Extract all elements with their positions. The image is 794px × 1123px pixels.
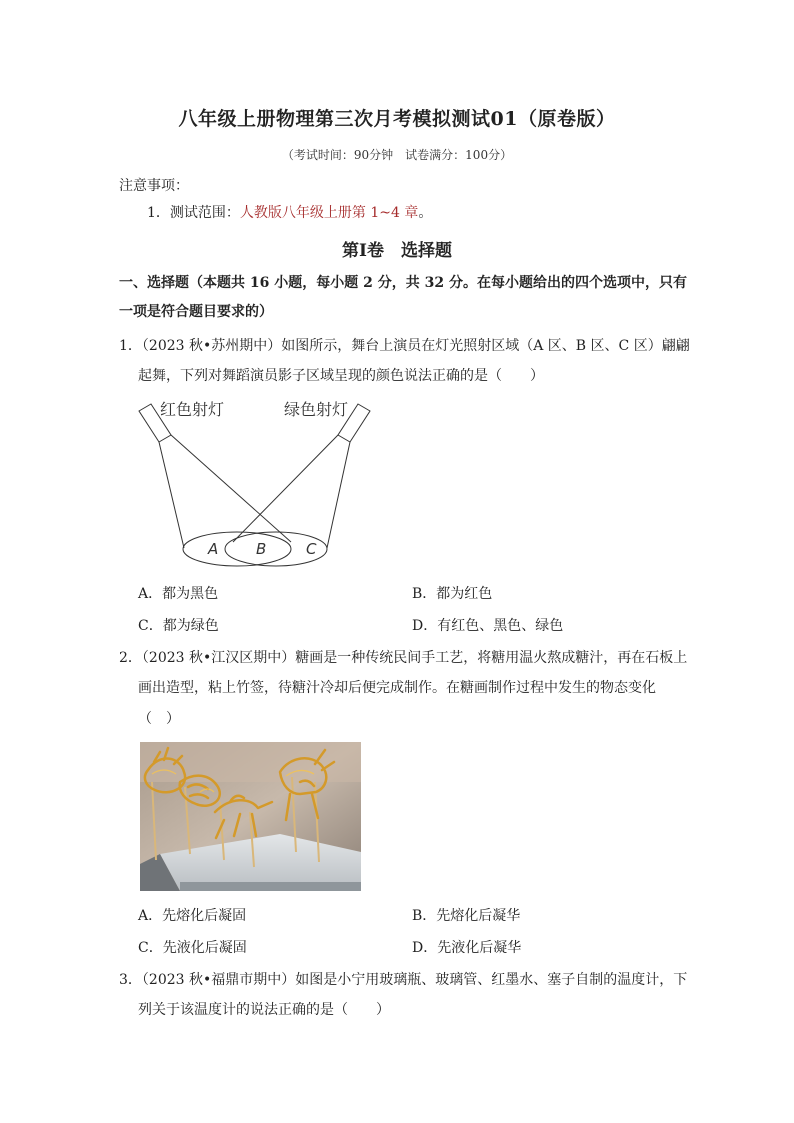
part1-instructions-line2: 一项是符合题目要求的） — [119, 304, 273, 320]
notice-item-1-suffix: 。 — [418, 205, 433, 221]
notice-item-1-range: 人教版八年级上册第 1~4 章 — [239, 205, 419, 221]
q1-option-a: A．都为黑色 — [138, 586, 219, 602]
q2-stem-line1: 2．（2023 秋•江汉区期中）糖画是一种传统民间手工艺，将糖用温火熬成糖汁，再在石板上 — [119, 650, 688, 666]
zone-c-label: C — [306, 540, 317, 558]
q2-stem-line3: （ ） — [138, 711, 180, 727]
q1-option-d: D．有红色、黑色、绿色 — [412, 618, 564, 634]
notice-item-1 — [147, 203, 432, 223]
exam-subtitle: （考试时间：90分钟 试卷满分：100分） — [281, 148, 513, 162]
notice-heading: 注意事项： — [119, 178, 189, 194]
q2-option-d: D．先液化后凝华 — [412, 940, 522, 956]
page-title: 八年级上册物理第三次月考模拟测试01（原卷版） — [178, 108, 616, 130]
q2-option-b: B．先熔化后凝华 — [412, 908, 521, 924]
right-lamp-label: 绿色射灯 — [284, 400, 349, 419]
q3-stem-line2: 列关于该温度计的说法正确的是（ ） — [138, 1002, 390, 1018]
left-lamp-label: 红色射灯 — [160, 400, 225, 419]
zone-a-label: A — [208, 540, 219, 558]
q1-stem-line2: 起舞，下列对舞蹈演员影子区域呈现的颜色说法正确的是（ ） — [138, 368, 544, 384]
zone-b-label: B — [256, 540, 267, 558]
q2-stem-line2: 画出造型，粘上竹签，待糖汁冷却后便完成制作。在糖画制作过程中发生的物态变化 — [138, 680, 656, 696]
q2-option-a: A．先熔化后凝固 — [138, 908, 247, 924]
q1-option-b: B．都为红色 — [412, 586, 493, 602]
part1-instructions-line1: 一、选择题（本题共 16 小题，每小题 2 分，共 32 分。在每小题给出的四个选项中，只有 — [119, 275, 687, 291]
q2-option-c: C．先液化后凝固 — [138, 940, 247, 956]
q3-stem-line1: 3．（2023 秋•福鼎市期中）如图是小宁用玻璃瓶、玻璃管、红墨水、塞子自制的温度计，下 — [119, 972, 688, 988]
zone-a-ellipse — [183, 532, 291, 566]
section-title: 第Ⅰ卷 选择题 — [342, 241, 452, 261]
q1-stage-light-figure — [136, 392, 376, 574]
q1-option-c: C．都为绿色 — [138, 618, 219, 634]
notice-item-1-prefix: 1．测试范围： — [147, 205, 240, 221]
q1-stem-line1: 1．（2023 秋•苏州期中）如图所示，舞台上演员在灯光照射区域（A 区、B 区、C 区）翩翩 — [119, 338, 690, 354]
sugar-painting-photo — [140, 742, 361, 891]
